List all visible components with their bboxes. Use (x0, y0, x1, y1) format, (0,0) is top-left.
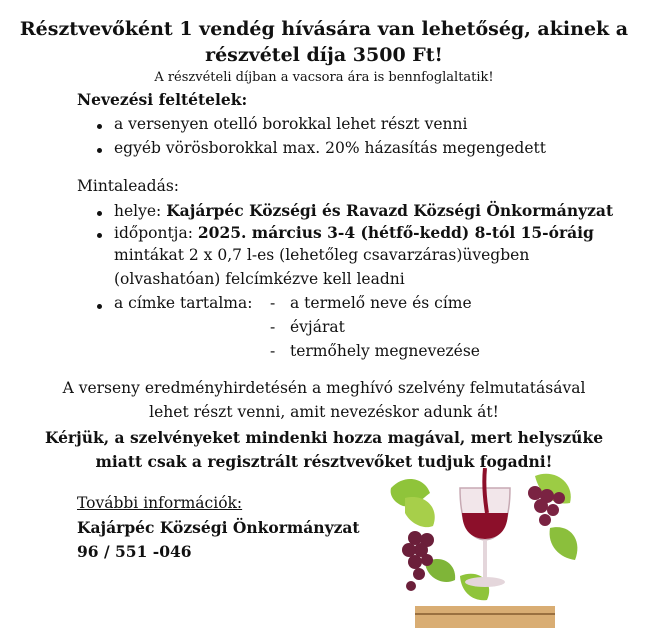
label-item: évjárat (290, 318, 345, 336)
dash: - (270, 342, 276, 360)
wine-grapes-image (385, 468, 585, 628)
sampling-heading: Mintaleadás: (77, 177, 179, 195)
label-heading: a címke tartalma: (114, 294, 253, 312)
condition-item: egyéb vörösborokkal max. 20% házasítás megengedett (114, 139, 546, 157)
sampling-time (114, 223, 594, 242)
sampling-desc-line-1: mintákat 2 x 0,7 l-es (lehetőleg csavarzáras)üvegben (114, 246, 530, 264)
time-label: időpontja: (114, 224, 198, 242)
results-bold-line-1: Kérjük, a szelvényeket mindenki hozza magával, mert helyszűke (44, 428, 604, 447)
label-item: a termelő neve és címe (290, 294, 472, 312)
info-heading: További információk: (77, 494, 243, 512)
info-org: Kajárpéc Községi Önkormányzat (77, 518, 360, 537)
dash: - (270, 318, 276, 336)
place-value: Kajárpéc Községi és Ravazd Községi Önkormányzat (166, 201, 614, 220)
bullet-icon (97, 124, 102, 129)
sampling-place (114, 201, 613, 220)
results-line-2: lehet részt venni, amit nevezéskor adunk át! (149, 403, 499, 421)
bullet-icon (97, 211, 102, 216)
dash: - (270, 294, 276, 312)
title-line-1: Résztvevőként 1 vendég hívására van lehetőség, akinek a (19, 18, 629, 40)
price-note: A részvételi díjban a vacsora ára is bennfoglaltatik! (154, 70, 494, 85)
time-value: 2025. március 3-4 (hétfő-kedd) 8-tól 15-óráig (197, 223, 594, 242)
bullet-icon (97, 304, 102, 309)
sampling-desc-line-2: (olvashatóan) felcímkézve kell leadni (114, 270, 405, 288)
condition-item: a versenyen otelló borokkal lehet részt venni (114, 115, 468, 133)
place-label: helye: (114, 202, 167, 220)
title-line-2: részvétel díja 3500 Ft! (205, 44, 443, 66)
results-line-1: A verseny eredményhirdetésén a meghívó szelvény felmutatásával (62, 379, 586, 397)
bullet-icon (97, 233, 102, 238)
bullet-icon (97, 148, 102, 153)
conditions-heading: Nevezési feltételek: (77, 90, 248, 109)
info-phone: 96 / 551 -046 (77, 542, 192, 561)
results-bold-line-2: miatt csak a regisztrált résztvevőket tudjuk fogadni! (95, 452, 553, 471)
label-item: termőhely megnevezése (290, 342, 480, 360)
